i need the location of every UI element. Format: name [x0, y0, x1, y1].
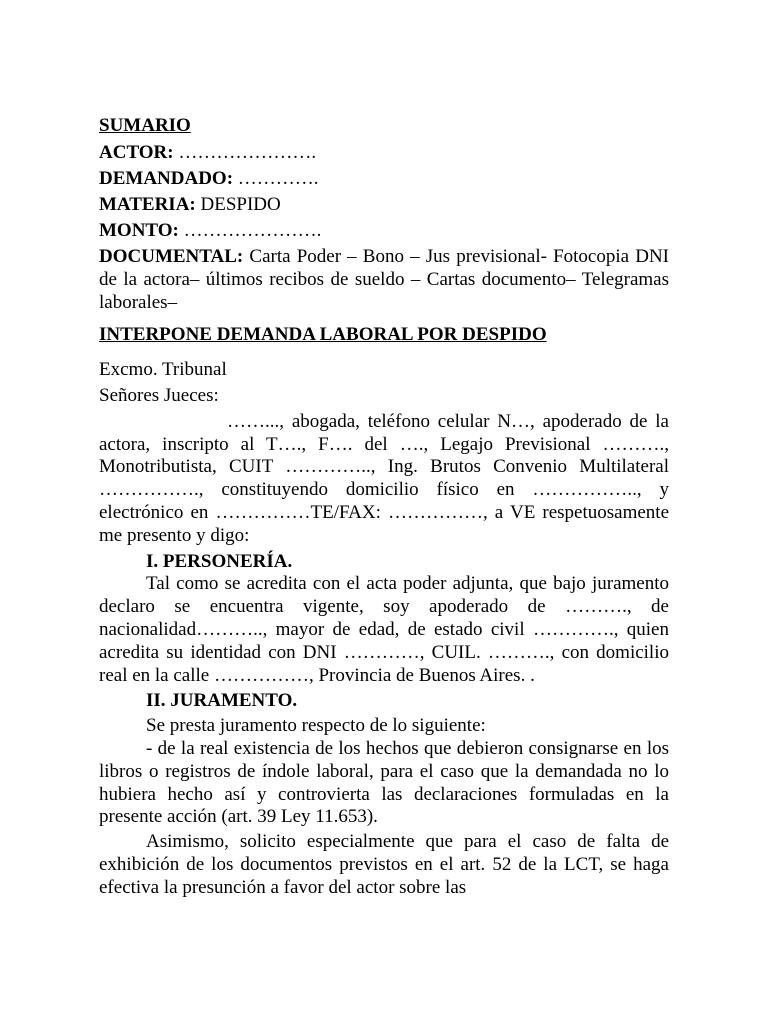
- documental-label: DOCUMENTAL:: [99, 246, 244, 267]
- materia-label: MATERIA:: [99, 194, 196, 215]
- demandado-value: ………….: [233, 168, 319, 189]
- document-page: [99, 115, 669, 900]
- summary-title: SUMARIO: [99, 115, 191, 136]
- section-juramento-title: II. JURAMENTO.: [146, 690, 298, 712]
- materia-line: [99, 194, 669, 220]
- demandado-label: DEMANDADO:: [99, 168, 234, 189]
- salutation-line-2: Señores Jueces:: [99, 384, 219, 406]
- actor-line: [99, 142, 669, 168]
- materia-value: DESPIDO: [195, 194, 281, 215]
- monto-value: ………………….: [178, 220, 322, 241]
- section-juramento-p1: Se presta juramento respecto de lo siguiente:: [146, 715, 486, 737]
- demandado-line: [99, 168, 669, 194]
- documental-line: [99, 246, 669, 314]
- monto-label: MONTO:: [99, 220, 179, 241]
- documental-value: Carta Poder – Bono – Jus previsional- Fotocopia DNI de la actora– últimos recibos de sueldo – Cartas documento– Telegramas laborales–: [99, 246, 669, 313]
- actor-value: ………………….: [173, 142, 317, 163]
- section-personeria-title: I. PERSONERÍA.: [146, 550, 293, 572]
- section-personeria-text: Tal como se acredita con el acta poder adjunta, que bajo juramento declaro se encuentra vigente, soy apoderado de ………., de nacionalidad……….., mayor de edad, de estado civil …………., quien acredita su identidad con DNI …………, CUIL. ………., con domicilio real en la calle ……………, Provincia de Buenos Aires. .: [99, 573, 669, 686]
- actor-label: ACTOR:: [99, 142, 174, 163]
- main-heading: INTERPONE DEMANDA LABORAL POR DESPIDO: [99, 324, 547, 346]
- section-juramento-p3: Asimismo, solicito especialmente que para el caso de falta de exhibición de los documentos previstos en el art. 52 de la LCT, se haga efectiva la presunción a favor del actor sobre las: [99, 831, 669, 898]
- intro-paragraph: ……..., abogada, teléfono celular N…, apoderado de la actora, inscripto al T…., F…. del …., Legajo Previsional ………., Monotributista, CUIT ………….., Ing. Brutos Convenio Multilateral ……………., constituyendo domicilio físico en …………….., y electrónico en ……………TE/FAX: ……………, a VE respetuosamente me presento y digo:: [99, 410, 669, 546]
- salutation-line-1: Excmo. Tribunal: [99, 359, 227, 381]
- monto-line: [99, 220, 669, 246]
- section-juramento-p2: - de la real existencia de los hechos que debieron consignarse en los libros o registros de índole laboral, para el caso que la demandada no lo hubiera hecho así y controvierta las declaraciones formuladas en la presente acción (art. 39 Ley 11.653).: [99, 737, 669, 828]
